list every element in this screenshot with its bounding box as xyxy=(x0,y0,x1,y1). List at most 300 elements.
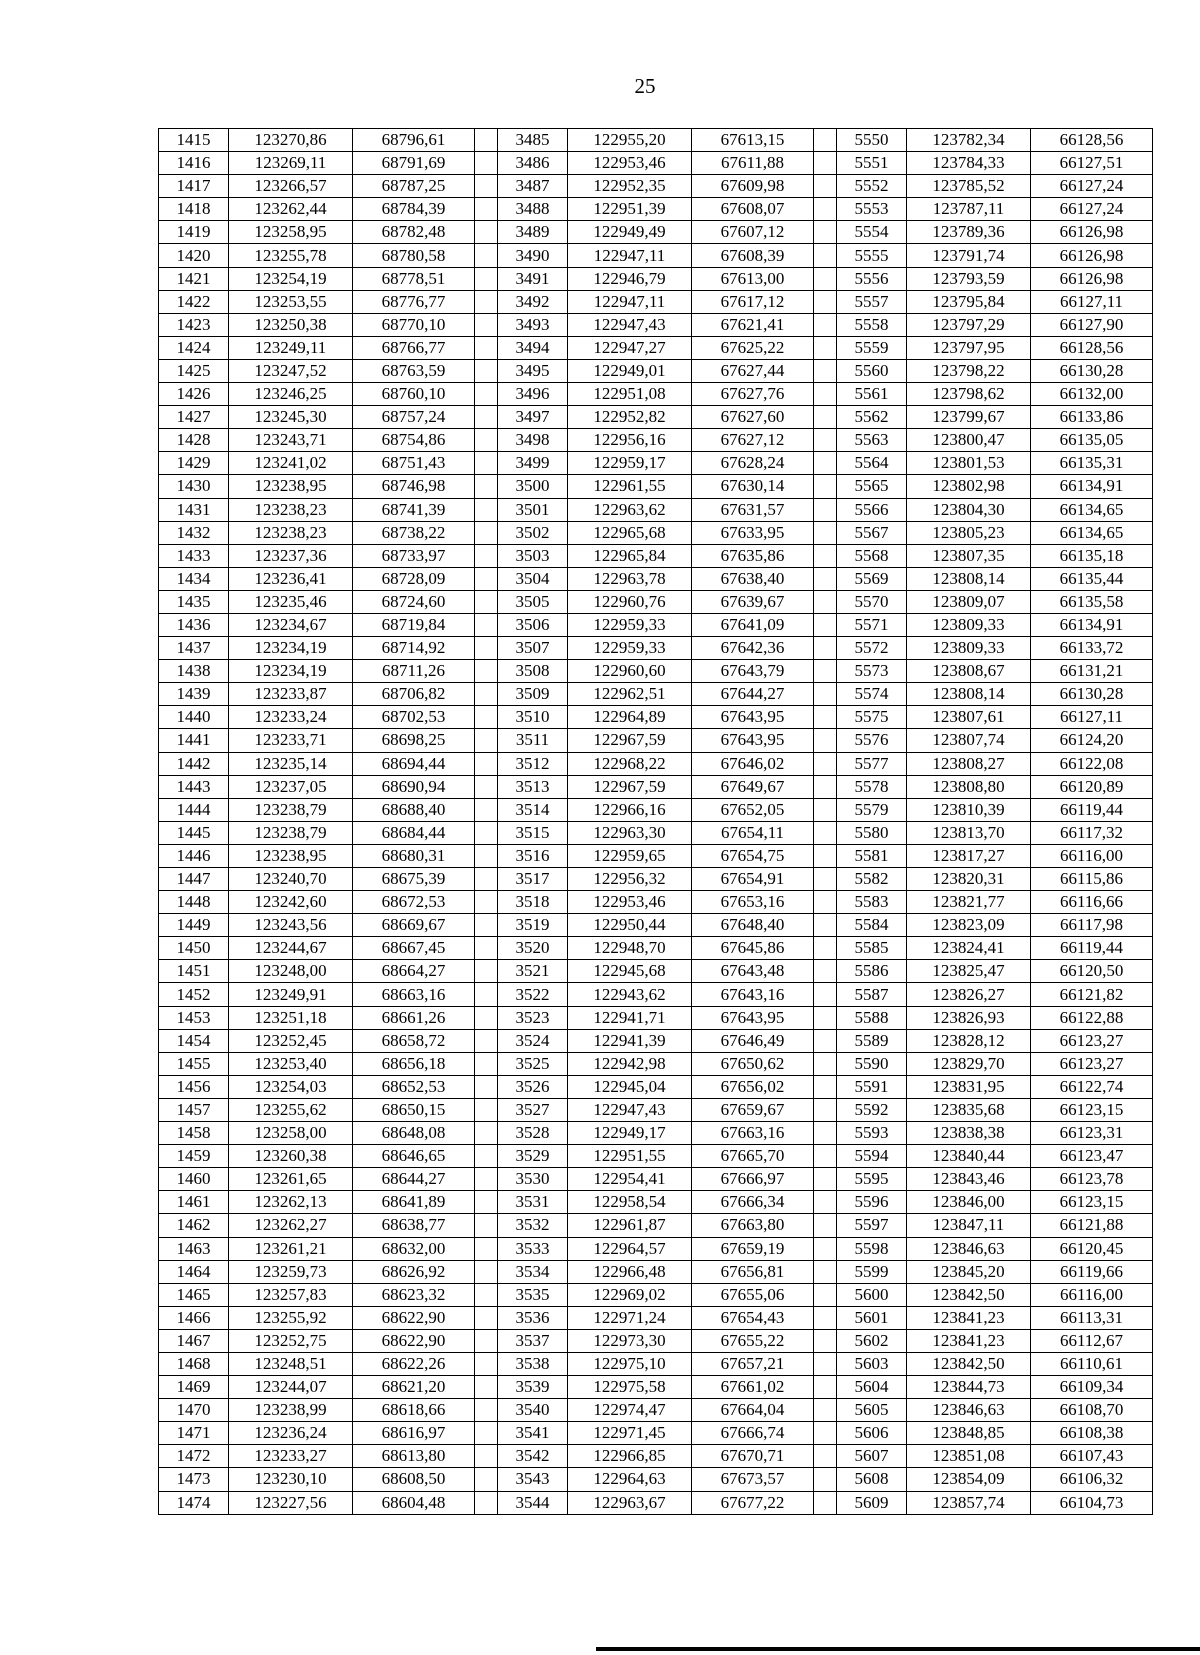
y-coordinate-cell: 68675,39 xyxy=(353,868,475,891)
point-number-cell: 5557 xyxy=(837,290,907,313)
point-number-cell: 3535 xyxy=(498,1283,568,1306)
table-row xyxy=(159,452,1153,475)
y-coordinate-cell: 66135,44 xyxy=(1031,567,1153,590)
point-number-cell: 5607 xyxy=(837,1445,907,1468)
group-separator-cell xyxy=(814,1283,837,1306)
point-number-cell: 5593 xyxy=(837,1122,907,1145)
x-coordinate-cell: 122967,59 xyxy=(568,729,692,752)
table-row xyxy=(159,198,1153,221)
point-number-cell: 5601 xyxy=(837,1306,907,1329)
x-coordinate-cell: 123846,00 xyxy=(907,1191,1031,1214)
table-row xyxy=(159,336,1153,359)
table-row xyxy=(159,960,1153,983)
y-coordinate-cell: 67665,70 xyxy=(692,1145,814,1168)
point-number-cell: 5559 xyxy=(837,336,907,359)
point-number-cell: 1446 xyxy=(159,844,229,867)
x-coordinate-cell: 123821,77 xyxy=(907,891,1031,914)
point-number-cell: 5570 xyxy=(837,590,907,613)
x-coordinate-cell: 123831,95 xyxy=(907,1075,1031,1098)
point-number-cell: 3513 xyxy=(498,775,568,798)
x-coordinate-cell: 122943,62 xyxy=(568,983,692,1006)
y-coordinate-cell: 68608,50 xyxy=(353,1468,475,1491)
point-number-cell: 3489 xyxy=(498,221,568,244)
point-number-cell: 3526 xyxy=(498,1075,568,1098)
x-coordinate-cell: 123838,38 xyxy=(907,1122,1031,1145)
group-separator-cell xyxy=(814,1352,837,1375)
x-coordinate-cell: 123784,33 xyxy=(907,152,1031,175)
y-coordinate-cell: 67648,40 xyxy=(692,914,814,937)
x-coordinate-cell: 123799,67 xyxy=(907,406,1031,429)
point-number-cell: 1417 xyxy=(159,175,229,198)
y-coordinate-cell: 68650,15 xyxy=(353,1098,475,1121)
group-separator-cell xyxy=(475,1122,498,1145)
point-number-cell: 1441 xyxy=(159,729,229,752)
y-coordinate-cell: 68728,09 xyxy=(353,567,475,590)
group-separator-cell xyxy=(814,1006,837,1029)
point-number-cell: 1453 xyxy=(159,1006,229,1029)
group-separator-cell xyxy=(814,267,837,290)
y-coordinate-cell: 66108,38 xyxy=(1031,1422,1153,1445)
y-coordinate-cell: 67630,14 xyxy=(692,475,814,498)
point-number-cell: 5565 xyxy=(837,475,907,498)
group-separator-cell xyxy=(814,613,837,636)
point-number-cell: 5572 xyxy=(837,637,907,660)
y-coordinate-cell: 66132,00 xyxy=(1031,383,1153,406)
y-coordinate-cell: 66123,31 xyxy=(1031,1122,1153,1145)
y-coordinate-cell: 67661,02 xyxy=(692,1376,814,1399)
x-coordinate-cell: 122959,65 xyxy=(568,844,692,867)
group-separator-cell xyxy=(475,1052,498,1075)
x-coordinate-cell: 123793,59 xyxy=(907,267,1031,290)
table-row xyxy=(159,1191,1153,1214)
y-coordinate-cell: 66127,51 xyxy=(1031,152,1153,175)
x-coordinate-cell: 123230,10 xyxy=(229,1468,353,1491)
point-number-cell: 3485 xyxy=(498,129,568,152)
group-separator-cell xyxy=(475,544,498,567)
y-coordinate-cell: 66107,43 xyxy=(1031,1445,1153,1468)
x-coordinate-cell: 122951,08 xyxy=(568,383,692,406)
x-coordinate-cell: 122949,01 xyxy=(568,359,692,382)
point-number-cell: 3524 xyxy=(498,1029,568,1052)
group-separator-cell xyxy=(475,567,498,590)
y-coordinate-cell: 68760,10 xyxy=(353,383,475,406)
x-coordinate-cell: 123262,27 xyxy=(229,1214,353,1237)
x-coordinate-cell: 122974,47 xyxy=(568,1399,692,1422)
x-coordinate-cell: 123259,73 xyxy=(229,1260,353,1283)
point-number-cell: 3543 xyxy=(498,1468,568,1491)
x-coordinate-cell: 123841,23 xyxy=(907,1306,1031,1329)
x-coordinate-cell: 122954,41 xyxy=(568,1168,692,1191)
point-number-cell: 5608 xyxy=(837,1468,907,1491)
x-coordinate-cell: 123233,71 xyxy=(229,729,353,752)
group-separator-cell xyxy=(814,660,837,683)
group-separator-cell xyxy=(475,960,498,983)
group-separator-cell xyxy=(814,452,837,475)
x-coordinate-cell: 123791,74 xyxy=(907,244,1031,267)
point-number-cell: 3506 xyxy=(498,613,568,636)
y-coordinate-cell: 66122,88 xyxy=(1031,1006,1153,1029)
group-separator-cell xyxy=(475,1352,498,1375)
point-number-cell: 1437 xyxy=(159,637,229,660)
y-coordinate-cell: 66127,11 xyxy=(1031,290,1153,313)
x-coordinate-cell: 123797,29 xyxy=(907,313,1031,336)
y-coordinate-cell: 67655,06 xyxy=(692,1283,814,1306)
y-coordinate-cell: 68690,94 xyxy=(353,775,475,798)
y-coordinate-cell: 67621,41 xyxy=(692,313,814,336)
x-coordinate-cell: 122958,54 xyxy=(568,1191,692,1214)
point-number-cell: 3537 xyxy=(498,1329,568,1352)
point-number-cell: 5574 xyxy=(837,683,907,706)
group-separator-cell xyxy=(475,683,498,706)
x-coordinate-cell: 123809,33 xyxy=(907,637,1031,660)
x-coordinate-cell: 123245,30 xyxy=(229,406,353,429)
group-separator-cell xyxy=(475,1445,498,1468)
x-coordinate-cell: 123255,78 xyxy=(229,244,353,267)
y-coordinate-cell: 68754,86 xyxy=(353,429,475,452)
y-coordinate-cell: 68622,90 xyxy=(353,1329,475,1352)
y-coordinate-cell: 66123,47 xyxy=(1031,1145,1153,1168)
y-coordinate-cell: 67643,95 xyxy=(692,729,814,752)
x-coordinate-cell: 122955,20 xyxy=(568,129,692,152)
y-coordinate-cell: 68719,84 xyxy=(353,613,475,636)
point-number-cell: 3527 xyxy=(498,1098,568,1121)
y-coordinate-cell: 66116,66 xyxy=(1031,891,1153,914)
point-number-cell: 1424 xyxy=(159,336,229,359)
x-coordinate-cell: 123809,07 xyxy=(907,590,1031,613)
table-row xyxy=(159,1306,1153,1329)
table-row xyxy=(159,383,1153,406)
x-coordinate-cell: 123808,14 xyxy=(907,683,1031,706)
group-separator-cell xyxy=(814,175,837,198)
y-coordinate-cell: 66135,05 xyxy=(1031,429,1153,452)
point-number-cell: 3494 xyxy=(498,336,568,359)
table-row xyxy=(159,152,1153,175)
x-coordinate-cell: 123240,70 xyxy=(229,868,353,891)
point-number-cell: 1429 xyxy=(159,452,229,475)
y-coordinate-cell: 66126,98 xyxy=(1031,244,1153,267)
y-coordinate-cell: 68763,59 xyxy=(353,359,475,382)
point-number-cell: 5579 xyxy=(837,798,907,821)
y-coordinate-cell: 68664,27 xyxy=(353,960,475,983)
table-row xyxy=(159,1352,1153,1375)
point-number-cell: 3516 xyxy=(498,844,568,867)
point-number-cell: 1447 xyxy=(159,868,229,891)
table-row xyxy=(159,1283,1153,1306)
x-coordinate-cell: 123254,19 xyxy=(229,267,353,290)
point-number-cell: 3540 xyxy=(498,1399,568,1422)
y-coordinate-cell: 66120,89 xyxy=(1031,775,1153,798)
y-coordinate-cell: 68770,10 xyxy=(353,313,475,336)
group-separator-cell xyxy=(814,983,837,1006)
point-number-cell: 1431 xyxy=(159,498,229,521)
point-number-cell: 5598 xyxy=(837,1237,907,1260)
point-number-cell: 1438 xyxy=(159,660,229,683)
point-number-cell: 3509 xyxy=(498,683,568,706)
group-separator-cell xyxy=(814,960,837,983)
point-number-cell: 1434 xyxy=(159,567,229,590)
point-number-cell: 5571 xyxy=(837,613,907,636)
x-coordinate-cell: 123262,13 xyxy=(229,1191,353,1214)
point-number-cell: 5586 xyxy=(837,960,907,983)
y-coordinate-cell: 67673,57 xyxy=(692,1468,814,1491)
y-coordinate-cell: 67611,88 xyxy=(692,152,814,175)
group-separator-cell xyxy=(814,798,837,821)
group-separator-cell xyxy=(475,637,498,660)
table-row xyxy=(159,798,1153,821)
x-coordinate-cell: 123829,70 xyxy=(907,1052,1031,1075)
y-coordinate-cell: 66119,66 xyxy=(1031,1260,1153,1283)
table-row xyxy=(159,267,1153,290)
group-separator-cell xyxy=(475,660,498,683)
table-row xyxy=(159,1399,1153,1422)
group-separator-cell xyxy=(475,1283,498,1306)
y-coordinate-cell: 68688,40 xyxy=(353,798,475,821)
y-coordinate-cell: 68661,26 xyxy=(353,1006,475,1029)
x-coordinate-cell: 123848,85 xyxy=(907,1422,1031,1445)
y-coordinate-cell: 67627,76 xyxy=(692,383,814,406)
y-coordinate-cell: 67613,00 xyxy=(692,267,814,290)
x-coordinate-cell: 122947,27 xyxy=(568,336,692,359)
group-separator-cell xyxy=(475,1329,498,1352)
y-coordinate-cell: 66134,65 xyxy=(1031,498,1153,521)
table-row xyxy=(159,937,1153,960)
y-coordinate-cell: 66120,50 xyxy=(1031,960,1153,983)
y-coordinate-cell: 68667,45 xyxy=(353,937,475,960)
x-coordinate-cell: 123785,52 xyxy=(907,175,1031,198)
point-number-cell: 5581 xyxy=(837,844,907,867)
point-number-cell: 5604 xyxy=(837,1376,907,1399)
y-coordinate-cell: 67628,24 xyxy=(692,452,814,475)
x-coordinate-cell: 123808,14 xyxy=(907,567,1031,590)
y-coordinate-cell: 67659,19 xyxy=(692,1237,814,1260)
x-coordinate-cell: 122961,55 xyxy=(568,475,692,498)
group-separator-cell xyxy=(475,1214,498,1237)
y-coordinate-cell: 66127,90 xyxy=(1031,313,1153,336)
y-coordinate-cell: 67654,75 xyxy=(692,844,814,867)
y-coordinate-cell: 67644,27 xyxy=(692,683,814,706)
group-separator-cell xyxy=(814,567,837,590)
group-separator-cell xyxy=(814,1168,837,1191)
point-number-cell: 3502 xyxy=(498,521,568,544)
table-row xyxy=(159,175,1153,198)
point-number-cell: 3542 xyxy=(498,1445,568,1468)
point-number-cell: 3512 xyxy=(498,752,568,775)
y-coordinate-cell: 67643,48 xyxy=(692,960,814,983)
y-coordinate-cell: 68694,44 xyxy=(353,752,475,775)
x-coordinate-cell: 123854,09 xyxy=(907,1468,1031,1491)
x-coordinate-cell: 122947,11 xyxy=(568,290,692,313)
group-separator-cell xyxy=(814,1237,837,1260)
x-coordinate-cell: 123857,74 xyxy=(907,1491,1031,1514)
x-coordinate-cell: 123255,92 xyxy=(229,1306,353,1329)
y-coordinate-cell: 66135,31 xyxy=(1031,452,1153,475)
x-coordinate-cell: 123255,62 xyxy=(229,1098,353,1121)
table-row xyxy=(159,359,1153,382)
y-coordinate-cell: 67641,09 xyxy=(692,613,814,636)
x-coordinate-cell: 123242,60 xyxy=(229,891,353,914)
x-coordinate-cell: 123237,36 xyxy=(229,544,353,567)
point-number-cell: 3515 xyxy=(498,821,568,844)
x-coordinate-cell: 122945,04 xyxy=(568,1075,692,1098)
x-coordinate-cell: 123243,71 xyxy=(229,429,353,452)
group-separator-cell xyxy=(814,1052,837,1075)
y-coordinate-cell: 68613,80 xyxy=(353,1445,475,1468)
table-row xyxy=(159,775,1153,798)
y-coordinate-cell: 67652,05 xyxy=(692,798,814,821)
point-number-cell: 5585 xyxy=(837,937,907,960)
y-coordinate-cell: 66104,73 xyxy=(1031,1491,1153,1514)
point-number-cell: 5580 xyxy=(837,821,907,844)
y-coordinate-cell: 66135,58 xyxy=(1031,590,1153,613)
x-coordinate-cell: 123227,56 xyxy=(229,1491,353,1514)
point-number-cell: 1445 xyxy=(159,821,229,844)
point-number-cell: 1456 xyxy=(159,1075,229,1098)
group-separator-cell xyxy=(814,1075,837,1098)
x-coordinate-cell: 122963,62 xyxy=(568,498,692,521)
table-row xyxy=(159,1029,1153,1052)
group-separator-cell xyxy=(475,983,498,1006)
x-coordinate-cell: 122947,43 xyxy=(568,1098,692,1121)
y-coordinate-cell: 67650,62 xyxy=(692,1052,814,1075)
point-number-cell: 5584 xyxy=(837,914,907,937)
x-coordinate-cell: 123813,70 xyxy=(907,821,1031,844)
y-coordinate-cell: 66123,78 xyxy=(1031,1168,1153,1191)
table-row xyxy=(159,1075,1153,1098)
group-separator-cell xyxy=(475,129,498,152)
y-coordinate-cell: 68656,18 xyxy=(353,1052,475,1075)
group-separator-cell xyxy=(475,844,498,867)
point-number-cell: 1464 xyxy=(159,1260,229,1283)
point-number-cell: 5582 xyxy=(837,868,907,891)
group-separator-cell xyxy=(814,129,837,152)
x-coordinate-cell: 122949,49 xyxy=(568,221,692,244)
x-coordinate-cell: 123787,11 xyxy=(907,198,1031,221)
x-coordinate-cell: 122967,59 xyxy=(568,775,692,798)
x-coordinate-cell: 123797,95 xyxy=(907,336,1031,359)
y-coordinate-cell: 68782,48 xyxy=(353,221,475,244)
point-number-cell: 5573 xyxy=(837,660,907,683)
group-separator-cell xyxy=(475,1260,498,1283)
group-separator-cell xyxy=(475,175,498,198)
group-separator-cell xyxy=(814,914,837,937)
point-number-cell: 3488 xyxy=(498,198,568,221)
point-number-cell: 3490 xyxy=(498,244,568,267)
x-coordinate-cell: 123258,95 xyxy=(229,221,353,244)
group-separator-cell xyxy=(814,406,837,429)
table-row xyxy=(159,129,1153,152)
x-coordinate-cell: 122959,33 xyxy=(568,637,692,660)
point-number-cell: 1426 xyxy=(159,383,229,406)
x-coordinate-cell: 123835,68 xyxy=(907,1098,1031,1121)
x-coordinate-cell: 122953,46 xyxy=(568,152,692,175)
group-separator-cell xyxy=(475,706,498,729)
x-coordinate-cell: 123847,11 xyxy=(907,1214,1031,1237)
x-coordinate-cell: 122951,55 xyxy=(568,1145,692,1168)
y-coordinate-cell: 66133,86 xyxy=(1031,406,1153,429)
y-coordinate-cell: 68698,25 xyxy=(353,729,475,752)
point-number-cell: 5592 xyxy=(837,1098,907,1121)
x-coordinate-cell: 123238,79 xyxy=(229,821,353,844)
x-coordinate-cell: 122968,22 xyxy=(568,752,692,775)
point-number-cell: 3492 xyxy=(498,290,568,313)
x-coordinate-cell: 123233,24 xyxy=(229,706,353,729)
table-row xyxy=(159,1145,1153,1168)
table-row xyxy=(159,406,1153,429)
table-row xyxy=(159,983,1153,1006)
x-coordinate-cell: 123808,67 xyxy=(907,660,1031,683)
point-number-cell: 3514 xyxy=(498,798,568,821)
point-number-cell: 5583 xyxy=(837,891,907,914)
table-row xyxy=(159,683,1153,706)
y-coordinate-cell: 66106,32 xyxy=(1031,1468,1153,1491)
point-number-cell: 1421 xyxy=(159,267,229,290)
y-coordinate-cell: 66123,27 xyxy=(1031,1052,1153,1075)
y-coordinate-cell: 68644,27 xyxy=(353,1168,475,1191)
x-coordinate-cell: 122965,68 xyxy=(568,521,692,544)
point-number-cell: 1459 xyxy=(159,1145,229,1168)
x-coordinate-cell: 123846,63 xyxy=(907,1237,1031,1260)
x-coordinate-cell: 123254,03 xyxy=(229,1075,353,1098)
y-coordinate-cell: 68746,98 xyxy=(353,475,475,498)
x-coordinate-cell: 122959,33 xyxy=(568,613,692,636)
point-number-cell: 5566 xyxy=(837,498,907,521)
table-row xyxy=(159,1491,1153,1514)
x-coordinate-cell: 123248,00 xyxy=(229,960,353,983)
group-separator-cell xyxy=(814,290,837,313)
x-coordinate-cell: 123237,05 xyxy=(229,775,353,798)
y-coordinate-cell: 66115,86 xyxy=(1031,868,1153,891)
y-coordinate-cell: 66128,56 xyxy=(1031,129,1153,152)
y-coordinate-cell: 67609,98 xyxy=(692,175,814,198)
y-coordinate-cell: 66130,28 xyxy=(1031,683,1153,706)
y-coordinate-cell: 67631,57 xyxy=(692,498,814,521)
x-coordinate-cell: 123252,45 xyxy=(229,1029,353,1052)
table-row xyxy=(159,1237,1153,1260)
x-coordinate-cell: 123843,46 xyxy=(907,1168,1031,1191)
group-separator-cell xyxy=(475,452,498,475)
y-coordinate-cell: 68711,26 xyxy=(353,660,475,683)
point-number-cell: 3493 xyxy=(498,313,568,336)
x-coordinate-cell: 123782,34 xyxy=(907,129,1031,152)
group-separator-cell xyxy=(475,1491,498,1514)
x-coordinate-cell: 122961,87 xyxy=(568,1214,692,1237)
x-coordinate-cell: 123251,18 xyxy=(229,1006,353,1029)
group-separator-cell xyxy=(814,313,837,336)
group-separator-cell xyxy=(814,1260,837,1283)
point-number-cell: 5556 xyxy=(837,267,907,290)
y-coordinate-cell: 66133,72 xyxy=(1031,637,1153,660)
table-row xyxy=(159,1098,1153,1121)
point-number-cell: 3517 xyxy=(498,868,568,891)
group-separator-cell xyxy=(814,1329,837,1352)
x-coordinate-cell: 122975,58 xyxy=(568,1376,692,1399)
table-row xyxy=(159,1122,1153,1145)
page-number: 25 xyxy=(634,74,656,98)
y-coordinate-cell: 66122,08 xyxy=(1031,752,1153,775)
y-coordinate-cell: 67664,04 xyxy=(692,1399,814,1422)
point-number-cell: 3534 xyxy=(498,1260,568,1283)
point-number-cell: 5569 xyxy=(837,567,907,590)
table-row xyxy=(159,1422,1153,1445)
point-number-cell: 1457 xyxy=(159,1098,229,1121)
group-separator-cell xyxy=(814,383,837,406)
point-number-cell: 3507 xyxy=(498,637,568,660)
x-coordinate-cell: 123236,24 xyxy=(229,1422,353,1445)
point-number-cell: 1454 xyxy=(159,1029,229,1052)
point-number-cell: 1443 xyxy=(159,775,229,798)
group-separator-cell xyxy=(814,683,837,706)
point-number-cell: 3541 xyxy=(498,1422,568,1445)
